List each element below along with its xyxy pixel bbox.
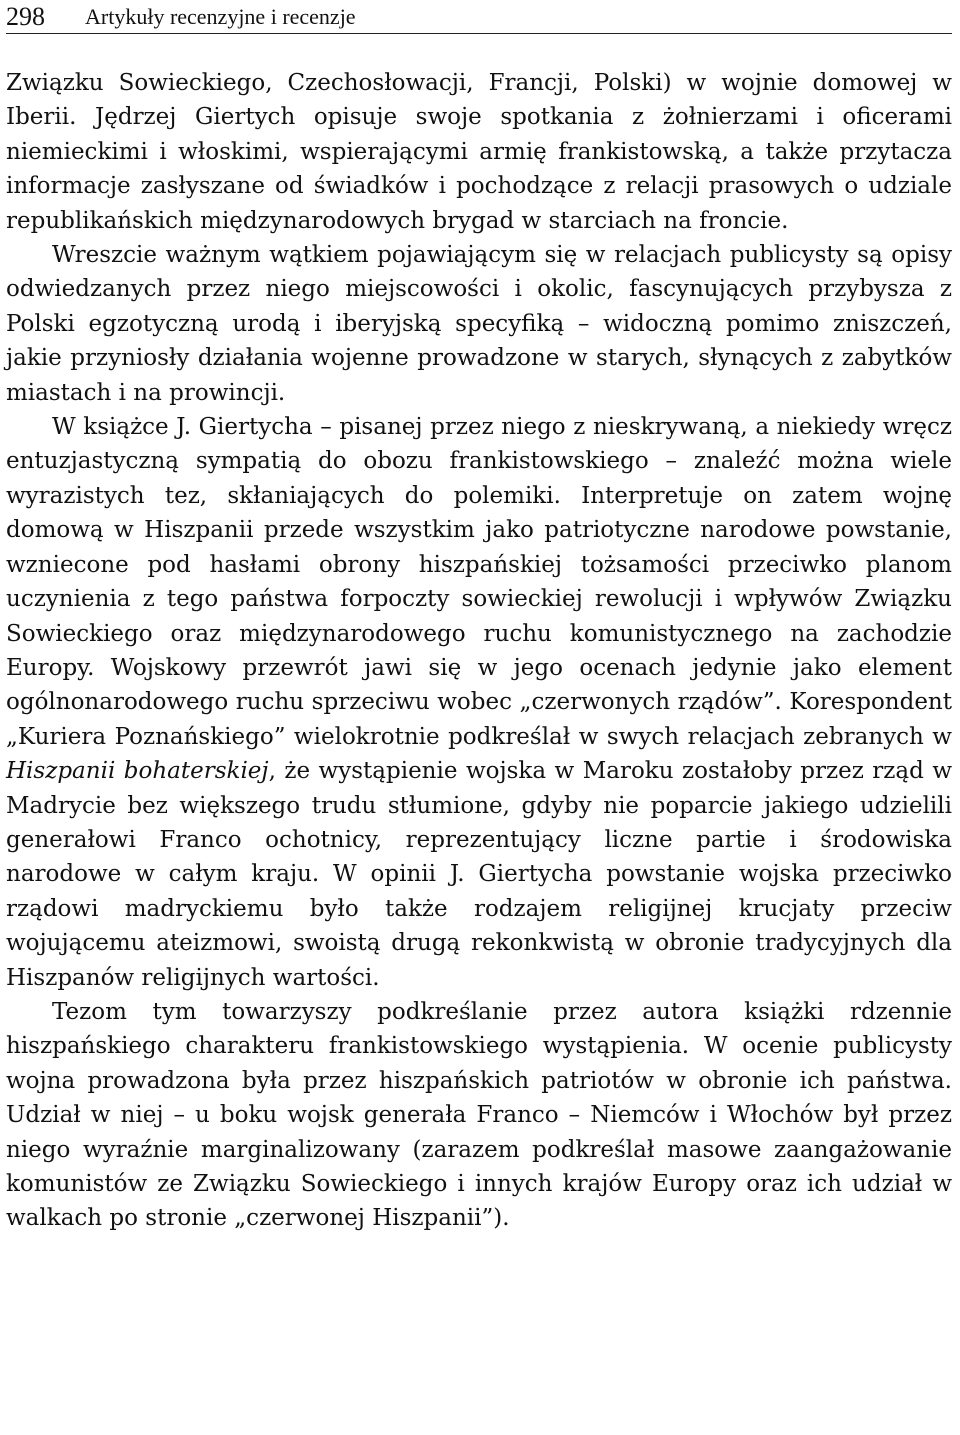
book-title-italic: Hiszpanii bohaterskiej bbox=[6, 758, 269, 785]
paragraph-1: Związku Sowieckiego, Czechosłowacji, Francji, Polski) w wojnie domowej w Iberii. Jędrzej Giertych opisuje swoje spotkania z żołnierzami i oficerami niemieckimi i włoskimi, wspierającymi armię frankistowską, a także przytacza informacje zasłyszane od świadków i pochodzące z relacji prasowych o udziale republikańskich międzynarodowych brygad w starciach na froncie. bbox=[6, 70, 952, 234]
paragraph-3 bbox=[6, 410, 952, 995]
body-text bbox=[6, 66, 952, 1236]
paragraph-2: Wreszcie ważnym wątkiem pojawiającym się w relacjach publicysty są opisy odwiedzanych przez niego miejscowości i okolic, fascynujących przybysza z Polski egzotyczną urodą i iberyjską specyfiką – widoczną pomimo zniszczeń, jakie przyniosły działania wojenne prowadzone w starych, słynących z zabytków miastach i na prowincji. bbox=[6, 242, 952, 406]
page-number: 298 bbox=[6, 2, 45, 31]
paragraph-3-text-a: W książce J. Giertycha – pisanej przez niego z nieskrywaną, a niekiedy wręcz entuzjastyczną sympatią do obozu frankistowskiego – znaleźć można wiele wyrazistych tez, skłaniających do polemiki. Interpretuje on zatem wojnę domową w Hiszpanii przede wszystkim jako patriotyczne narodowe powstanie, wzniecone pod hasłami obrony hiszpańskiej tożsamości przeciwko planom uczynienia z tego państwa forpoczty sowieckiej rewolucji i wpływów Związku Sowieckiego oraz międzynarodowego ruchu komunistycznego na zachodzie Europy. Wojskowy przewrót jawi się w jego ocenach jedynie jako element ogólnonarodowego ruchu sprzeciwu wobec „czerwonych rządów”. Korespondent „Kuriera Poznańskiego” wielokrotnie podkreślał w swych relacjach zebranych w bbox=[6, 414, 952, 750]
paragraph-4: Tezom tym towarzyszy podkreślanie przez autora książki rdzennie hiszpańskiego charakteru frankistowskiego wystąpienia. W ocenie publicysty wojna prowadzona była przez hiszpańskich patriotów w obronie ich państwa. Udział w niej – u boku wojsk generała Franco – Niemców i Włochów był przez niego wyraźnie marginalizowany (zarazem podkreślał masowe zaangażowanie komunistów ze Związku Sowieckiego i innych krajów Europy oraz ich udział w walkach po stronie „czerwonej Hiszpanii”). bbox=[6, 998, 952, 1232]
running-title: Artykuły recenzyjne i recenzje bbox=[85, 4, 356, 29]
running-header bbox=[6, 0, 952, 34]
paragraph-3-text-b: , że wystąpienie wojska w Maroku zostałoby przez rząd w Madrycie bez większego trudu stłumione, gdyby nie poparcie jakiego udzielili generałowi Franco ochotnicy, reprezentujący liczne partie i środowiska narodowe w całym kraju. W opinii J. Giertycha powstanie wojska przeciwko rządowi madryckiemu było także rodzajem religijnej krucjaty przeciw wojującemu ateizmowi, swoistą drugą rekonkwistą w obronie tradycyjnych dla Hiszpanów religijnych wartości. bbox=[6, 758, 953, 991]
